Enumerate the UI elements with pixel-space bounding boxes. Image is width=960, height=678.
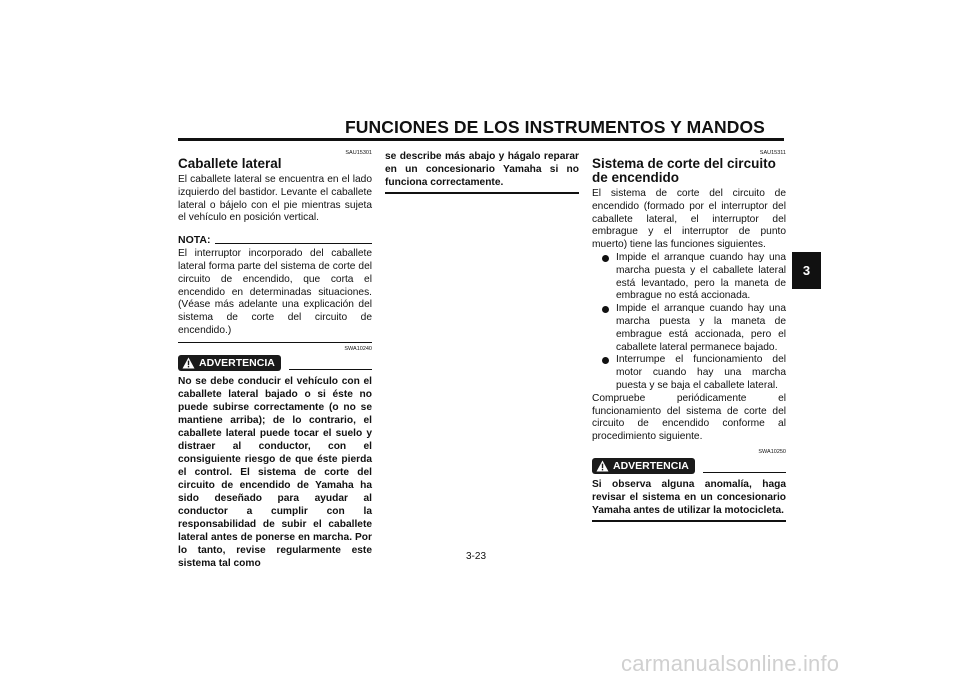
section-code: SAU15301 [345, 150, 372, 156]
warning-rule [703, 472, 786, 473]
title-rule [178, 138, 784, 141]
section-code: SAU15311 [759, 150, 786, 156]
column-1 [178, 150, 372, 570]
function-list [592, 252, 786, 393]
warning-rule [289, 369, 372, 370]
column-3 [592, 150, 786, 522]
warning-badge [592, 458, 695, 474]
warning-text: Si observa alguna anomalía, haga revisar el sistema en un concesionario Yamaha antes de utilizar la motocicleta. [592, 478, 786, 516]
page-title: FUNCIONES DE LOS INSTRUMENTOS Y MANDOS [345, 117, 765, 137]
check-procedure-text: Compruebe periódicamente el funcionamiento del sistema de corte del circuito de encendido conforme al procedimiento siguiente. [592, 392, 786, 443]
section-heading-ignition-cutoff: Sistema de corte del circuito de encendido [592, 156, 776, 185]
warning-text-continued: se describe más abajo y hágalo reparar en un concesionario Yamaha si no funciona correctamente. [385, 151, 579, 188]
note-text: El interruptor incorporado del caballete lateral forma parte del sistema de corte del circuito de encendido, que corta el encendido en determinadas situaciones. (Véase más adelante una explicación del sistema de corte del circuito de encendido.) [178, 248, 372, 336]
page-number: 3-23 [466, 551, 487, 562]
list-item: Impide el arranque cuando hay una marcha puesta y el caballete lateral está levantado, pero la maneta de embrague no está accionada. [602, 252, 786, 303]
chapter-tab: 3 [792, 252, 821, 289]
warning-header [592, 458, 786, 474]
list-item: Impide el arranque cuando hay una marcha puesta y la maneta de embrague está accionada, pero el caballete lateral permanece bajado. [602, 303, 786, 354]
warning-triangle-icon [596, 460, 609, 472]
list-item: Interrumpe el funcionamiento del motor cuando hay una marcha puesta y se baja el caballete lateral. [602, 354, 786, 392]
bullet-icon [602, 357, 609, 364]
bullet-icon [602, 255, 609, 262]
warning-label: ADVERTENCIA [199, 356, 275, 369]
warning-code: SWA10250 [758, 448, 786, 455]
note-rule [215, 243, 372, 244]
section-heading-side-stand: Caballete lateral [178, 156, 282, 171]
note-label: NOTA: [178, 234, 211, 247]
warning-end-rule [385, 192, 579, 194]
side-stand-intro: El caballete lateral se encuentra en el lado izquierdo del bastidor. Levante el caballete lateral o bájelo con el pie mientras sujeta el vehículo en posición vertical. [178, 174, 372, 224]
watermark: carmanualsonline.info [621, 651, 840, 676]
column-2 [385, 150, 579, 194]
note-header [178, 234, 372, 246]
warning-badge [178, 355, 281, 371]
warning-text: No se debe conducir el vehículo con el caballete lateral bajado o si éste no puede subirse correctamente (o no se mantiene arriba); de lo contrario, el caballete lateral puede tocar el suelo y distraer al conductor, con el consiguiente riesgo de que éste pierda el control. El sistema de corte del circuito de encendido de Yamaha ha sido deseñado para ayudar al conductor a cumplir con la responsabilidad de subir el caballete lateral antes de ponerse en marcha. Por lo tanto, revise regularmente este sistema tal como [178, 375, 372, 569]
warning-code: SWA10240 [344, 345, 372, 352]
warning-end-rule [592, 520, 786, 522]
note-end-rule [178, 342, 372, 343]
warning-label: ADVERTENCIA [613, 459, 689, 472]
ignition-cutoff-intro: El sistema de corte del circuito de encendido (formado por el interruptor del caballete lateral, el interruptor del embrague y el interruptor de punto muerto) tiene las funciones siguientes. [592, 188, 786, 251]
bullet-icon [602, 306, 609, 313]
warning-header [178, 355, 372, 371]
warning-triangle-icon [182, 357, 195, 369]
